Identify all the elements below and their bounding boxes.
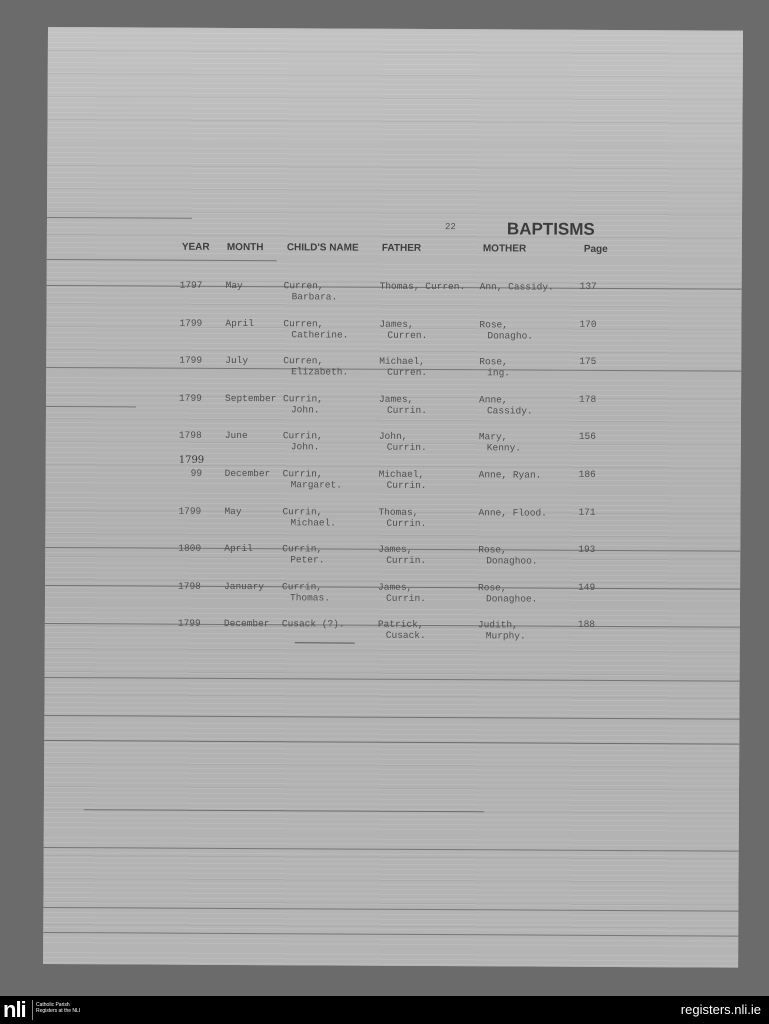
entry-child-name: John. [290,404,320,416]
column-header-year: YEAR [181,241,210,253]
footer-divider [32,1000,33,1020]
page-number: 22 [444,222,456,233]
entry-mother: Murphy. [485,630,526,642]
column-header-mother: MOTHER [482,243,527,255]
entry-father: Michael, [378,468,425,480]
entry-child-name: Curren, [283,355,324,367]
entry-month: December [223,618,270,630]
entry-father: Currin. [385,592,426,604]
entry-mother: Donagho. [487,329,534,342]
entry-year: 1798 [178,430,202,442]
entry-page: 186 [578,468,596,480]
entry-page: 178 [579,393,597,405]
register-page [43,27,743,968]
entry-mother: Rose, [478,582,507,594]
entry-mother: Judith, [477,619,518,631]
entry-father: Currin. [386,479,427,491]
entry-father: James, [378,543,413,556]
entry-page: 149 [578,581,596,593]
entry-father: Curren. [387,366,428,379]
entry-child-name: Margaret. [290,479,342,491]
page-title: BAPTISMS [506,219,595,239]
entry-year: 1799 [179,317,203,329]
entry-mother: Anne, Ryan. [478,469,542,481]
entry-month: January [224,580,265,592]
entry-page: 170 [579,318,597,330]
scan-line [44,740,739,745]
entry-father: James, [378,581,413,593]
column-header-father: FATHER [381,242,422,254]
entry-page: 171 [578,506,596,518]
scan-line [43,932,738,937]
entry-year: 1800 [178,542,202,554]
entry-father: Currin. [386,517,427,529]
entry-mother: Rose, [478,544,507,556]
entry-child-name: Currin, [282,581,323,593]
scan-line [47,217,192,219]
entry-child-name: Catherine. [291,328,349,341]
entry-father: Thomas, Curren. [379,280,466,293]
entry-father: John, [378,431,408,443]
column-header-child-name: CHILD'S NAME [286,242,359,254]
entry-year: 1799 [179,392,202,404]
column-header-page: Page [583,243,608,255]
nli-logo: nli [3,997,26,1022]
entry-child-name: Currin, [282,430,323,442]
entry-father: Patrick, [377,619,424,631]
entry-page: 156 [578,431,597,443]
entry-child-name: Currin, [282,468,323,480]
entry-month: May [224,505,242,517]
entry-month: July [225,355,249,367]
entry-month: May [225,279,243,292]
footer-url-link[interactable]: registers.nli.ie [680,1002,761,1017]
entry-mother: Ann, Cassidy. [479,281,554,293]
entry-page: 193 [578,543,596,556]
entry-child-name: Michael. [290,516,337,529]
scan-line [46,406,136,407]
entry-child-name: Cusack (?). [281,618,345,630]
entry-mother: Anne, Flood. [478,506,547,519]
entry-child-name: Currin, [282,543,323,555]
entry-father: Michael, [379,355,425,368]
entry-month: September [225,392,277,404]
entry-month: April [225,317,254,329]
scan-line [45,677,740,682]
entry-child-name: Peter. [290,554,325,566]
entry-father: Cusack. [385,630,426,642]
scan-line [43,907,738,912]
entry-mother: Rose, [479,318,508,331]
entry-year: 1799 [177,618,201,630]
footer-bar [0,996,769,1024]
scan-line [44,715,739,720]
entry-year: 1799 [178,505,202,517]
column-header-month: MONTH [226,241,264,254]
entry-father: James, [379,318,414,330]
entry-father: James, [379,393,414,405]
entry-mother: Donaghoe. [485,593,538,605]
entry-child-name: Thomas. [289,592,330,604]
entry-mother: Cassidy. [486,405,533,417]
entry-child-name: John. [290,441,320,453]
entry-year: 1799 [179,354,203,366]
entry-father: Currin. [386,442,427,454]
handwritten-underline [295,642,355,643]
entry-child-name: Barbara. [291,291,338,303]
entry-year: 1798 [178,580,201,592]
entry-month: June [224,430,248,442]
entry-father: Curren. [387,329,428,341]
scan-artifacts [48,27,743,31]
entry-child-name: Currin, [282,505,323,518]
entry-child-name: Currin, [283,393,324,405]
entry-father: Thomas, [378,506,419,518]
entry-mother: Kenny. [486,442,522,454]
footer-caption: Catholic Parish Registers at the NLI [36,1002,81,1014]
entry-mother: Donaghoo. [486,555,538,567]
entry-month: April [224,543,253,555]
entry-mother: Mary, [478,431,508,443]
entry-page: 188 [577,619,596,631]
entry-child-name: Curren, [283,317,324,330]
entry-month: December [224,467,271,480]
handwritten-year-note: 1799 [178,454,205,466]
scan-line [84,809,484,812]
entry-mother: ing. [487,367,511,379]
scan-line [47,259,277,261]
entry-year: 1797 [179,279,203,291]
entry-year: 99 [190,467,203,479]
entry-father: Currin. [386,554,427,567]
entry-mother: Anne, [479,394,508,406]
entry-child-name: Elizabeth. [291,366,349,378]
entry-page: 175 [579,355,597,368]
entry-page: 137 [579,280,597,292]
entry-child-name: Curren, [283,280,324,292]
scan-line [44,847,739,852]
entry-father: Currin. [386,404,427,416]
entry-mother: Rose, [479,356,508,368]
